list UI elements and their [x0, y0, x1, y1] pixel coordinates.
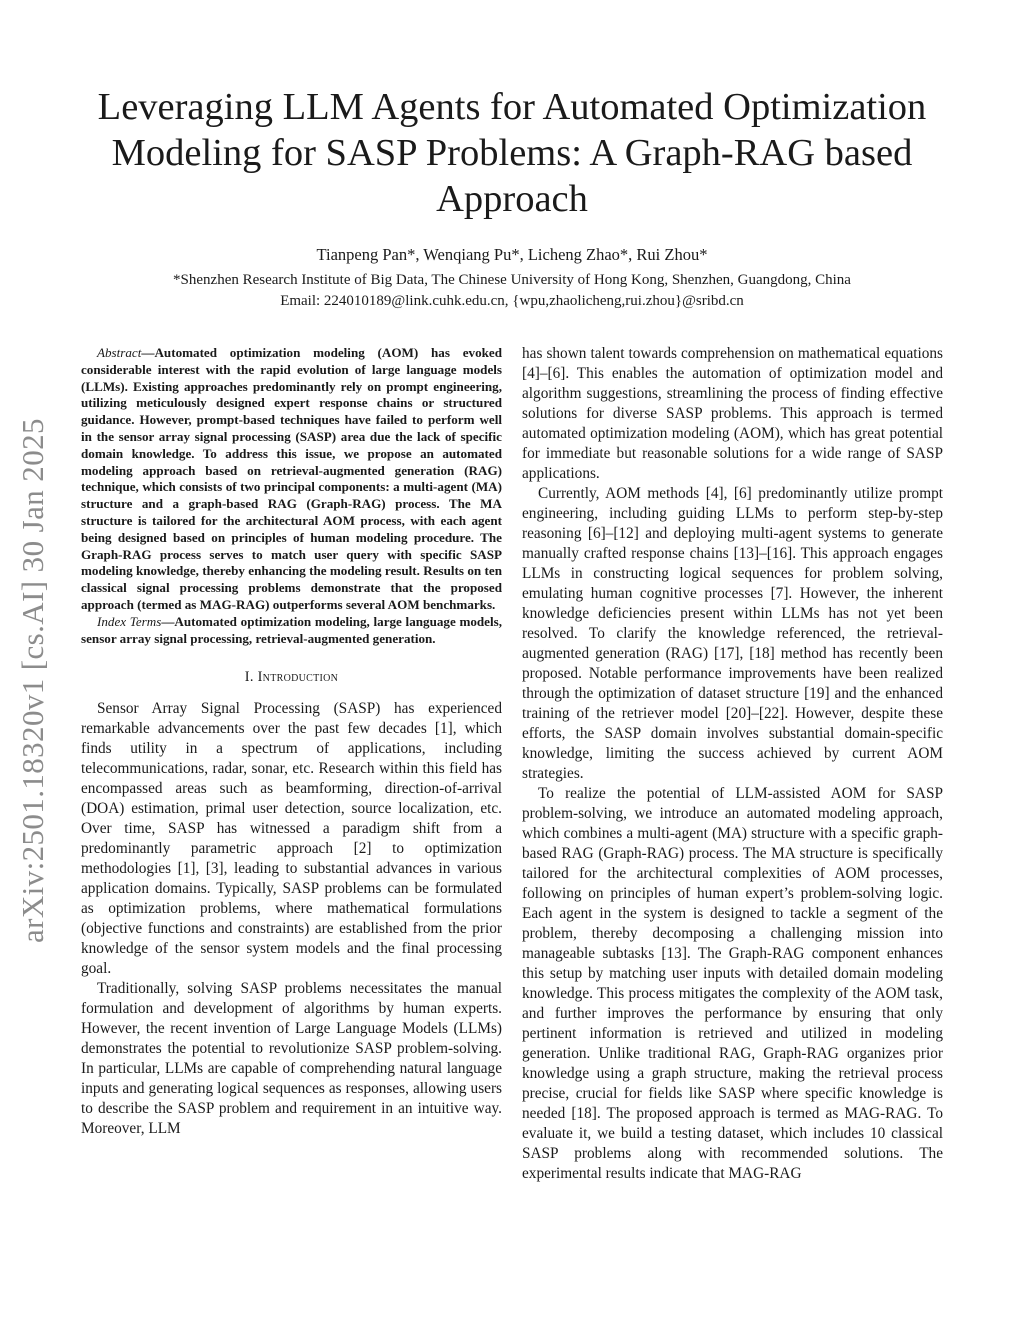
paper-title: Leveraging LLM Agents for Automated Optimization Modeling for SASP Problems: A Graph-RAG based Approach: [97, 86, 927, 220]
body-paragraph: To realize the potential of LLM-assisted AOM for SASP problem-solving, we introduce an automated modeling approach, which combines a multi-agent (MA) structure with a specific graph-based RAG (Graph-RAG) process. The MA structure is specifically tailored for the architectural complexities of AOM processes, following on principles of human expert’s problem-solving logic. Each agent in the system is designed to tackle a segment of the problem, thereby decomposing a challenging mission into manageable subtasks [13]. The Graph-RAG component enhances this setup by matching user inputs with detailed domain modeling knowledge. This process mitigates the complexity of the AOM task, and further improves the performance by ensuring that only pertinent information is retrieved and utilized in modeling generation. Unlike traditional RAG, Graph-RAG organizes prior knowledge using a graph structure, making the retrieval process precise, crucial for fields like SASP where specific knowledge is needed [18]. The proposed approach is termed as MAG-RAG. To evaluate it, we build a testing dataset, which includes 10 classical SASP problems along with recommended solutions. The experimental results indicate that MAG-RAG: [522, 785, 943, 1182]
index-terms-text: —Automated optimization modeling, large language models, sensor array signal processing, retrieval-augmented generation.: [81, 613, 503, 646]
body-paragraph: Currently, AOM methods [4], [6] predominantly utilize prompt engineering, including guiding LLMs to perform step-by-step reasoning [6]–[12] and deploying multi-agent systems to generate manually crafted response chains [13]–[16]. This approach engages LLMs in constructing logical sequences for problem solving, emulating human cognitive processes [7]. However, the inherent knowledge deficiencies present within LLMs has not yet been resolved. To clarify the knowledge referenced, the retrieval-augmented generation (RAG) [17], [18] method has recently been proposed. Notable performance improvements have been realized through the optimization of dataset structure [19] and the enhanced training of the retriever model [20]–[22]. However, despite these efforts, the SASP domain involves substantial domain-specific knowledge, limiting the success achieved by current AOM strategies.: [522, 485, 943, 782]
author-email: Email: 224010189@link.cuhk.edu.cn, {wpu,zhaolicheng,rui.zhou}@sribd.cn: [280, 293, 744, 309]
right-column: [522, 344, 943, 1184]
abstract: [81, 345, 502, 614]
author-list: Tianpeng Pan*, Wenqiang Pu*, Licheng Zhao*, Rui Zhou*: [316, 245, 708, 264]
body-paragraph: has shown talent towards comprehension on mathematical equations [4]–[6]. This enables the automation of optimization model and algorithm suggestions, streamlining the process of finding effective solutions for diverse SASP problems. This approach is termed automated optimization modeling (AOM), which has great potential for immediate but reasonable solutions for a wide range of SASP applications.: [522, 345, 943, 482]
abstract-label: Abstract: [97, 345, 142, 360]
section-heading: [81, 667, 502, 687]
body-paragraph: Sensor Array Signal Processing (SASP) has experienced remarkable advancements over the past few decades [1], which finds utility in a spectrum of applications, including telecommunications, radar, sonar, etc. Research within this field has encompassed areas such as beamforming, direction-of-arrival (DOA) estimation, primal user detection, source localization, etc. Over time, SASP has witnessed a paradigm shift from a predominantly parametric approach [2] to optimization methodologies [1], [3], leading to substantial advances in various application domains. Typically, SASP problems can be formulated as optimization problems, where mathematical formulations (objective functions and constraints) are established from the prior knowledge of the sensor system models and the final processing goal.: [81, 700, 502, 978]
index-terms: [81, 614, 502, 648]
abstract-text: —Automated optimization modeling (AOM) has evoked considerable interest with the rapid evolution of large language models (LLMs). Existing approaches predominantly rely on prompt engineering, utilizing meticulously designed expert response chains or structured guidance. However, prompt-based techniques have failed to perform well in the sensor array signal processing (SASP) area due the lack of specific domain knowledge. To address this issue, we propose an automated modeling approach based on retrieval-augmented generation (RAG) technique, which consists of two principal components: a multi-agent (MA) structure and a graph-based RAG (Graph-RAG) process. The MA structure is tailored for the architectural AOM process, with each agent being designed based on principles of human modeling procedure. The Graph-RAG process serves to match user query with specific SASP modeling knowledge, thereby enhancing the modeling result. Results on ten classical signal processing problems demonstrate that the proposed approach (termed as MAG-RAG) outperforms several AOM benchmarks.: [81, 345, 502, 612]
body-paragraph: Traditionally, solving SASP problems necessitates the manual formulation and development of algorithms by human experts. However, the recent invention of Large Language Models (LLMs) demonstrates the potential to revolutionize SASP problem-solving. In particular, LLMs are capable of comprehending natural language inputs and generating logical sequences as responses, allowing users to describe the SASP problem and requirement in an intuitive way. Moreover, LLM: [81, 980, 502, 1138]
left-column: [81, 345, 502, 1139]
section-title: Introduction: [257, 669, 339, 686]
section-number: I.: [244, 669, 254, 686]
index-terms-label: Index Terms: [97, 613, 162, 629]
author-affiliation: *Shenzhen Research Institute of Big Data, The Chinese University of Hong Kong, Shenzhen, Guangdong, China: [173, 272, 851, 288]
arxiv-identifier: arXiv:2501.18320v1 [cs.AI] 30 Jan 2025: [15, 418, 50, 943]
